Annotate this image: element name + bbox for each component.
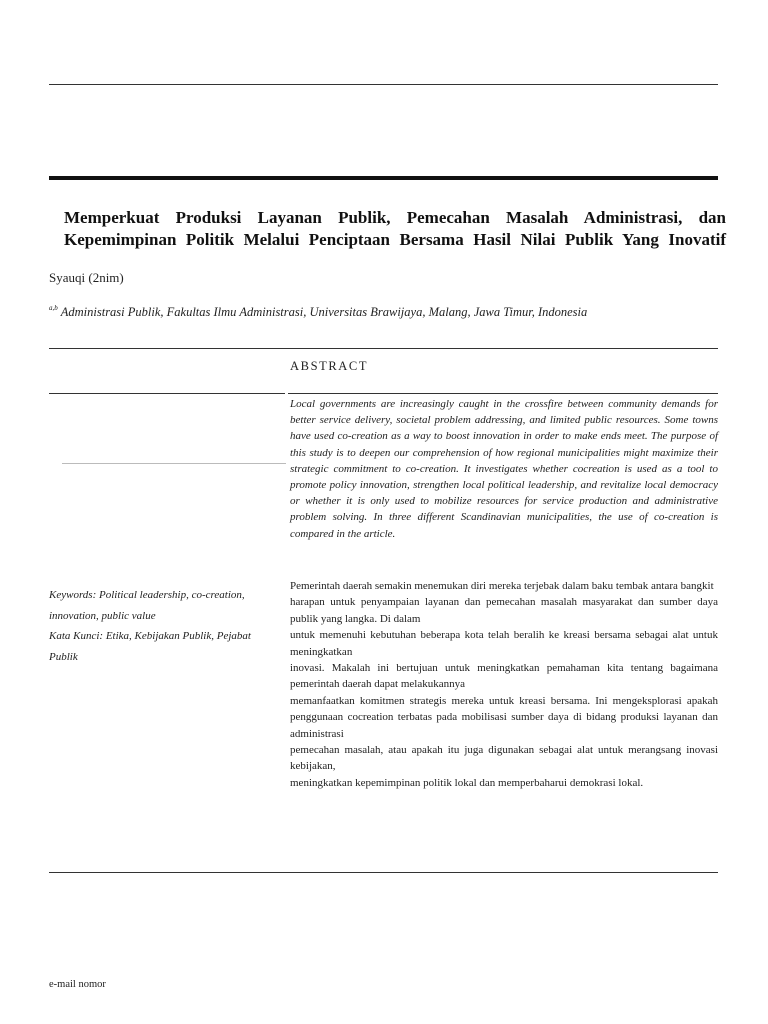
footnote: e-mail nomor (49, 979, 106, 990)
abstract-english: Local governments are increasingly caught in the crossfire between community demands for better service delivery, societal problem addressing, and limited public resources. Some towns have used co-creation as a way to boost innovation in order to make ends meet. The purpose of this study is to deepen our comprehension of how regional municipalities might maximize their strategic commitment to co-creation. It investigates whether cocreation is used as a tool to promote policy innovation, strengthen local political leadership, and revitalize local democracy or whether it is only used to mobilize resources for service production and administrative problem solving. In three different Scandinavian municipalities, the use of co-creation is compared in the article. (290, 398, 718, 540)
paper-title (64, 207, 726, 251)
abstract-line: memanfaatkan komitmen strategis mereka untuk kreasi bersama. Ini mengeksplorasi apakah penggunaan cocreation terbatas pada mobilisasi sumber daya di bidang produksi layanan dan administrasi (290, 694, 718, 740)
affiliation-text: Administrasi Publik, Fakultas Ilmu Administrasi, Universitas Brawijaya, Malang, Jawa Timur, Indonesia (60, 305, 588, 319)
title-line: Kepemimpinan Politik Melalui Penciptaan Bersama Hasil Nilai Publik Yang Inovatif (64, 230, 726, 249)
abstract-line: Pemerintah daerah semakin menemukan diri mereka terjebak dalam baku tembak antara bangkit (290, 580, 714, 592)
keywords-indonesian: Kata Kunci: Etika, Kebijakan Publik, Pejabat Publik (49, 630, 251, 663)
title-line: Memperkuat Produksi Layanan Publik, Pemecahan Masalah Administrasi, dan (64, 208, 726, 227)
header-rule (49, 84, 718, 85)
abstract-line: meningkatkan kepemimpinan politik lokal dan memperbaharui demokrasi lokal. (290, 776, 644, 789)
abstract-heading: ABSTRACT (290, 359, 369, 373)
keywords-english: Keywords: Political leadership, co-creation, innovation, public value (49, 589, 245, 622)
author-name: Syauqi (2nim) (49, 270, 124, 285)
abstract-line: pemecahan masalah, atau apakah itu juga digunakan sebagai alat untuk merangsang inovasi kebijakan, (290, 744, 718, 773)
header-thick-rule (49, 176, 718, 180)
left-column-rule (62, 463, 286, 464)
affiliation-marker: a,b (49, 304, 58, 312)
abstract-line: untuk memenuhi kebutuhan beberapa kota telah beralih ke kreasi bersama sebagai alat untuk meningkatkan (290, 629, 718, 658)
abstract-rule (288, 393, 718, 394)
affiliation (49, 304, 587, 320)
abstract-indonesian (290, 578, 718, 791)
section-rule (49, 348, 718, 349)
left-column-rule (49, 393, 285, 394)
abstract-line: harapan untuk penyampaian layanan dan pemecahan masalah masyarakat dan sumber daya publik yang langka. Di dalam (290, 596, 718, 625)
abstract-line: inovasi. Makalah ini bertujuan untuk meningkatkan pemahaman kita tentang bagaimana pemerintah daerah dapat melakukannya (290, 662, 718, 691)
footer-rule (49, 872, 718, 873)
keywords-block (49, 585, 261, 667)
